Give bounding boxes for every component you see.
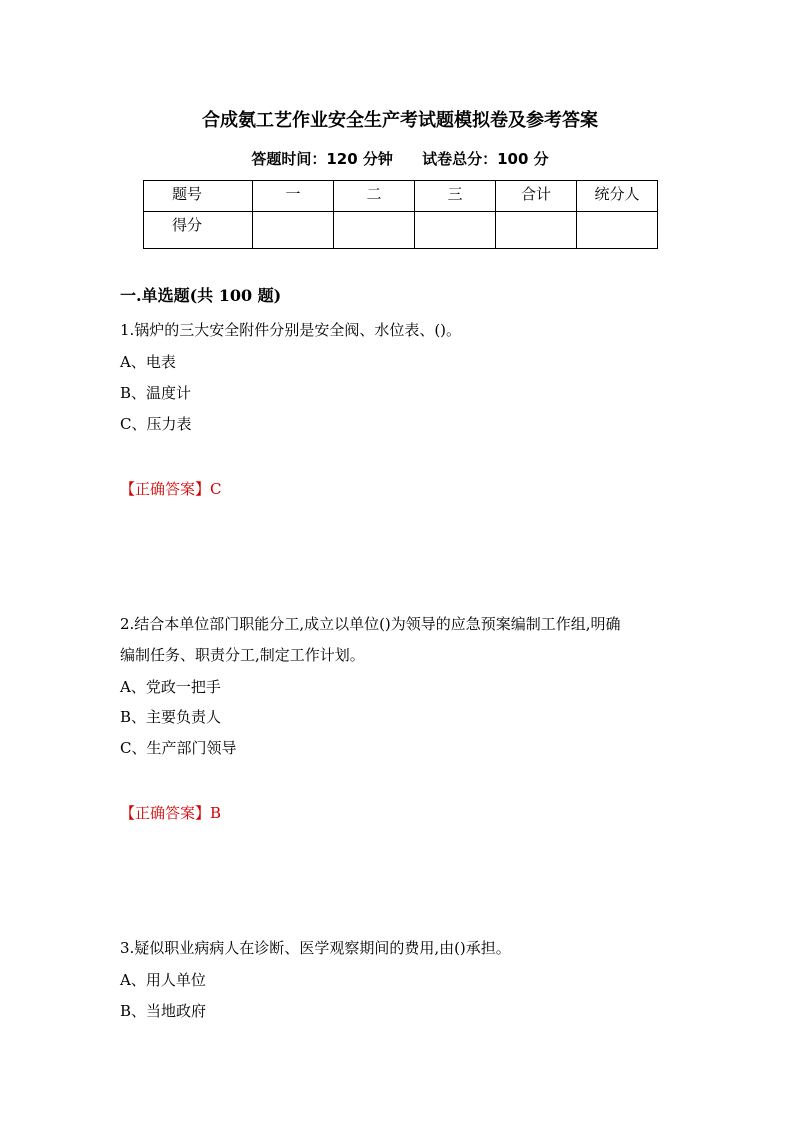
question-1-option-c: C、压力表 [120, 415, 192, 433]
score-cell [334, 212, 415, 249]
score-header-cell: 合计 [496, 181, 577, 212]
question-2-stem-line-2: 编制任务、职责分工,制定工作计划。 [120, 646, 365, 664]
score-row-label: 得分 [144, 212, 253, 249]
page-title: 合成氨工艺作业安全生产考试题模拟卷及参考答案 [202, 110, 598, 131]
exam-total-score: 试卷总分：100 分 [422, 150, 549, 168]
question-3-option-b: B、当地政府 [120, 1002, 207, 1020]
question-3-option-a: A、用人单位 [120, 971, 206, 989]
answer-value: C [210, 480, 222, 498]
score-cell [577, 212, 658, 249]
question-2-option-c: C、生产部门领导 [120, 739, 237, 757]
question-3-stem: 3.疑似职业病病人在诊断、医学观察期间的费用,由()承担。 [120, 939, 511, 957]
score-table-score-row [144, 212, 658, 249]
score-header-cell: 一 [253, 181, 334, 212]
question-1-option-b: B、温度计 [120, 384, 192, 402]
exam-info [0, 148, 800, 169]
answer-value: B [210, 804, 222, 822]
question-2-stem-line-1: 2.结合本单位部门职能分工,成立以单位()为领导的应急预案编制工作组,明确 [120, 615, 621, 633]
score-header-cell: 题号 [144, 181, 253, 212]
question-2-option-b: B、主要负责人 [120, 708, 222, 726]
section-heading: 一.单选题(共 100 题) [120, 286, 282, 305]
score-table [143, 180, 658, 249]
question-1-answer [120, 478, 222, 499]
score-table-header-row [144, 181, 658, 212]
score-header-cell: 统分人 [577, 181, 658, 212]
score-cell [496, 212, 577, 249]
score-cell [253, 212, 334, 249]
question-2-answer [120, 802, 221, 823]
answer-label: 【正确答案】 [120, 804, 211, 822]
score-header-cell: 二 [334, 181, 415, 212]
score-cell [415, 212, 496, 249]
answer-label: 【正确答案】 [120, 480, 211, 498]
exam-time: 答题时间：120 分钟 [251, 150, 393, 168]
question-1-option-a: A、电表 [120, 353, 176, 371]
score-header-cell: 三 [415, 181, 496, 212]
question-2-option-a: A、党政一把手 [120, 678, 221, 696]
question-1-stem: 1.锅炉的三大安全附件分别是安全阀、水位表、()。 [120, 321, 462, 339]
